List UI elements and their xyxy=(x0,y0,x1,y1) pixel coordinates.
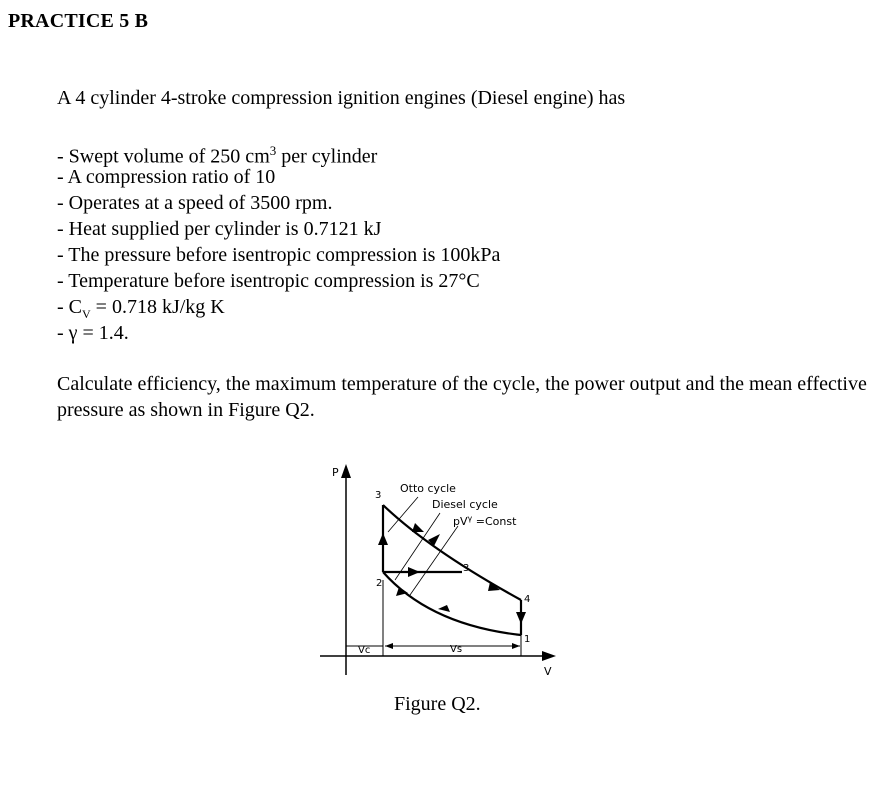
arrow-up-icon xyxy=(378,533,388,545)
arrow-left-icon xyxy=(438,605,450,612)
v-axis-arrow-icon xyxy=(542,651,556,661)
problem-intro: A 4 cylinder 4-stroke compression ignition engines (Diesel engine) has xyxy=(57,87,626,109)
vs-label: Vs xyxy=(450,644,463,655)
given-cv: - $C_V = 0.718$ kJ/kg K xyxy=(57,296,225,321)
question-text: Calculate efficiency, the maximum temperature of the cycle, the power output and the mean effective pressure as shown in Figure Q2. xyxy=(57,373,867,421)
given-swept-volume: - Swept volume of 250 $cm^3$ per cylinder xyxy=(57,143,378,168)
vs-right-arrow-icon xyxy=(512,643,520,649)
const-label: $pV^\gamma$ =Const xyxy=(453,514,517,528)
given-gamma: - γ = 1.4. xyxy=(57,322,129,344)
point-1: 1 xyxy=(524,634,531,645)
const-leader xyxy=(410,526,458,595)
point-3-otto: 3 xyxy=(375,490,382,501)
given-pressure: - The pressure before isentropic compression is 100kPa xyxy=(57,244,501,266)
point-3-diesel: 3 xyxy=(463,563,470,574)
given-heat-supplied: - Heat supplied per cylinder is 0.7121 kJ xyxy=(57,218,382,240)
arrow-down-icon xyxy=(516,612,526,624)
page-heading: PRACTICE 5 B xyxy=(8,10,149,32)
given-compression-ratio: - A compression ratio of 10 xyxy=(57,166,276,188)
point-2: 2 xyxy=(376,578,383,589)
given-data-list xyxy=(57,138,500,346)
vs-left-arrow-icon xyxy=(385,643,393,649)
vc-label: Vc xyxy=(358,645,371,656)
given-temperature: - Temperature before isentropic compression is 27°C xyxy=(57,270,480,292)
otto-label: Otto cycle xyxy=(400,482,456,495)
diesel-label: Diesel cycle xyxy=(432,498,498,511)
axis-v-label: V xyxy=(544,665,552,678)
arrow-otto-icon xyxy=(412,523,424,532)
compression-curve xyxy=(383,572,521,635)
pv-diagram xyxy=(310,460,570,685)
axis-p-label: P xyxy=(332,466,339,479)
given-speed: - Operates at a speed of 3500 rpm. xyxy=(57,192,333,214)
point-4: 4 xyxy=(524,594,531,605)
p-axis-arrow-icon xyxy=(341,464,351,478)
figure-caption: Figure Q2. xyxy=(394,693,481,715)
arrow-right-icon xyxy=(408,567,420,577)
